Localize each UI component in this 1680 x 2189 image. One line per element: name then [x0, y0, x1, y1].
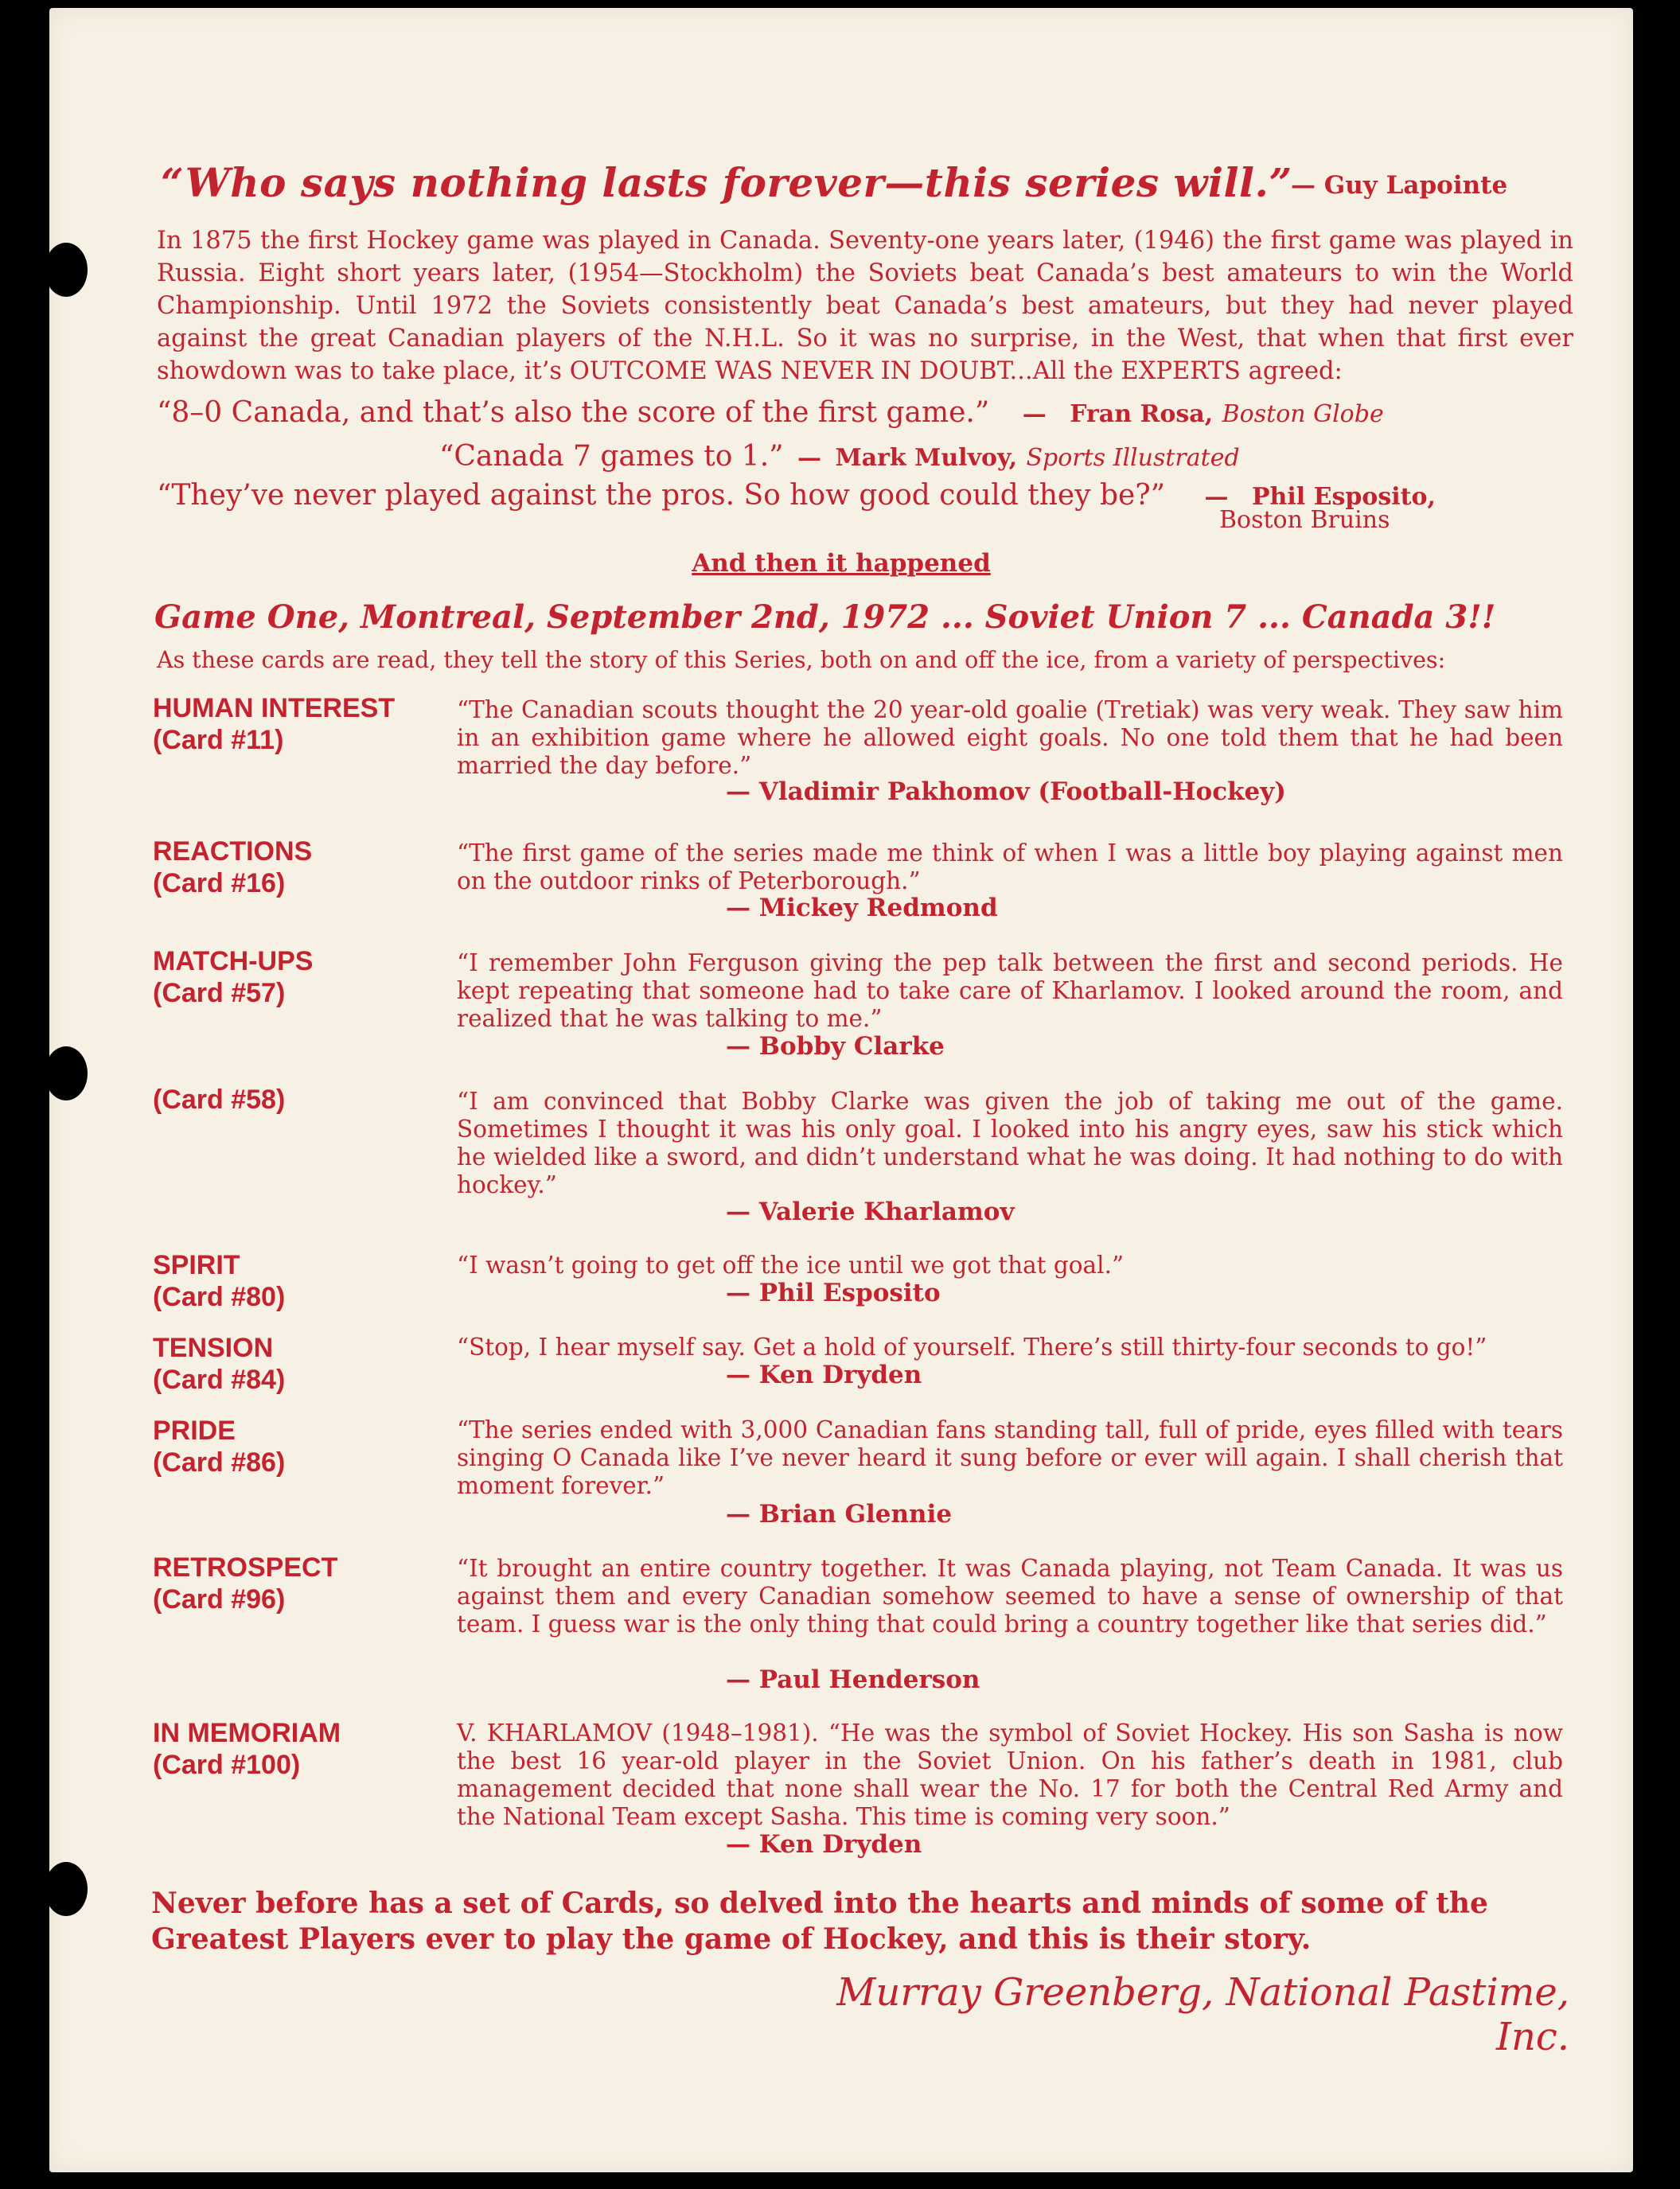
expert-quote: [157, 396, 1384, 429]
expert-dash: —: [1204, 483, 1229, 511]
card-quote: “It brought an entire country together. It was Canada playing, not Team Canada. It was us against them and every Canadian somehow seemed to have a sense of ownership of that team. I guess war is the only thing that could bring a country together like that series did.”: [457, 1555, 1563, 1638]
card-category: [153, 835, 312, 899]
card-category: [153, 1717, 341, 1781]
card-category-label: HUMAN INTEREST: [153, 693, 396, 723]
card-category-label: SPIRIT: [153, 1250, 240, 1280]
card-source: — Valerie Kharlamov: [726, 1198, 1015, 1226]
card-quote: “I remember John Ferguson giving the pep talk between the first and second periods. He kept repeating that someone had to take care of Kharlamov. I looked around the room, and realized that he was talking to me.”: [457, 949, 1563, 1032]
card-number: (Card #11): [153, 725, 284, 755]
expert-quote-text: “8–0 Canada, and that’s also the score of the first game.”: [157, 396, 990, 429]
card-category-label: RETROSPECT: [153, 1552, 338, 1583]
game-heading: Game One, Montreal, September 2nd, 1972 ... Soviet Union 7 ... Canada 3!!: [154, 598, 1496, 636]
document-page: [49, 8, 1633, 2172]
card-source: — Ken Dryden: [726, 1830, 922, 1859]
card-category-label: PRIDE: [153, 1416, 236, 1446]
card-category: [153, 1249, 285, 1313]
card-number: (Card #57): [153, 978, 286, 1008]
binder-hole: [45, 1862, 88, 1916]
binder-hole: [45, 1046, 88, 1100]
card-number: (Card #86): [153, 1447, 286, 1478]
card-source: — Ken Dryden: [726, 1361, 922, 1389]
card-number: (Card #16): [153, 868, 286, 898]
closing-statement: Never before has a set of Cards, so delved into the hearts and minds of some of the Greatest Players ever to play the game of Hockey, and this is their story.: [151, 1887, 1488, 1956]
card-category-label: REACTIONS: [153, 836, 313, 867]
expert-dash: —: [1022, 400, 1047, 428]
card-number: (Card #96): [153, 1584, 286, 1614]
card-quote: “I wasn’t going to get off the ice until we got that goal.”: [457, 1252, 1125, 1279]
card-category-label: IN MEMORIAM: [153, 1718, 341, 1748]
card-category: [153, 1084, 285, 1116]
card-source: — Paul Henderson: [726, 1665, 980, 1694]
card-source: — Mickey Redmond: [726, 894, 998, 922]
intro-paragraph: In 1875 the first Hockey game was played in Canada. Seventy-one years later, (1946) the first game was played in Russia. Eight short years later, (1954—Stockholm) the Soviets beat Canada’s best amateurs to win the World Championship. Until 1972 the Soviets consistently beat Canada’s best amateurs, but they had never played against the great Canadian players of the N.H.L. So it was no surprise, in the West, that when that first ever showdown was to take place, it’s OUTCOME WAS NEVER IN DOUBT...All the EXPERTS agreed:: [157, 227, 1573, 385]
expert-quote: [439, 440, 1240, 473]
card-category: [153, 945, 313, 1009]
card-quote: “I am convinced that Bobby Clarke was given the job of taking me out of the game. Sometimes I thought it was his only goal. I looked into his angry eyes, saw his stick which he wielded like a sword, and didn’t understand what he was doing. It had nothing to do with hockey.”: [457, 1088, 1563, 1198]
expert-quote-text: “They’ve never played against the pros. So how good could they be?”: [157, 479, 1166, 512]
card-source: — Phil Esposito: [726, 1279, 941, 1307]
card-category-label: MATCH-UPS: [153, 946, 314, 976]
expert-dash: —: [797, 444, 822, 472]
expert-publication: Boston Globe: [1222, 400, 1384, 428]
expert-name: Phil Esposito,: [1251, 483, 1436, 511]
header-attribution: — Guy Lapointe: [1291, 171, 1508, 200]
card-source: — Brian Glennie: [726, 1500, 953, 1529]
card-number: (Card #84): [153, 1365, 286, 1395]
card-quote: V. KHARLAMOV (1948–1981). “He was the symbol of Soviet Hockey. His son Sasha is now the best 16 year-old player in the Soviet Union. On his father’s death in 1981, club management decided that none shall wear the No. 17 for both the Central Red Army and the National Team except Sasha. This time is coming very soon.”: [457, 1720, 1563, 1830]
cards-intro: As these cards are read, they tell the story of this Series, both on and off the ice, from a variety of perspectives:: [157, 647, 1446, 673]
expert-name: Mark Mulvoy,: [835, 444, 1018, 472]
header-quote: “Who says nothing lasts forever—this series will.”: [161, 159, 1292, 206]
expert-quote-text: “Canada 7 games to 1.”: [439, 440, 784, 473]
card-number: (Card #100): [153, 1750, 301, 1780]
card-category-label: TENSION: [153, 1333, 274, 1363]
section-heading: And then it happened: [692, 549, 991, 578]
card-quote: “The first game of the series made me think of when I was a little boy playing against men on the outdoor rinks of Peterborough.”: [457, 839, 1563, 894]
card-quote: “Stop, I hear myself say. Get a hold of yourself. There’s still thirty-four seconds to go!”: [457, 1334, 1487, 1361]
signature: Murray Greenberg, National Pastime, Inc.: [836, 1970, 1569, 2059]
binder-hole: [45, 243, 88, 297]
card-source: — Bobby Clarke: [726, 1032, 945, 1061]
card-quote: “The series ended with 3,000 Canadian fans standing tall, full of pride, eyes filled with tears singing O Canada like I’ve never heard it sung before or ever will again. I shall cherish that moment forever.”: [457, 1416, 1563, 1499]
card-number: (Card #80): [153, 1282, 286, 1312]
card-number: (Card #58): [153, 1085, 286, 1115]
expert-publication: Boston Bruins: [1219, 506, 1390, 534]
card-source: — Vladimir Pakhomov (Football-Hockey): [726, 777, 1286, 806]
expert-publication: Sports Illustrated: [1026, 444, 1240, 472]
expert-name: Fran Rosa,: [1070, 400, 1214, 428]
card-category: [153, 692, 395, 756]
card-quote: “The Canadian scouts thought the 20 year-old goalie (Tretiak) was very weak. They saw him in an exhibition game where he allowed eight goals. No one told them that he had been married the day before.”: [457, 696, 1563, 779]
card-category: [153, 1415, 285, 1478]
card-category: [153, 1332, 285, 1396]
card-category: [153, 1552, 337, 1615]
